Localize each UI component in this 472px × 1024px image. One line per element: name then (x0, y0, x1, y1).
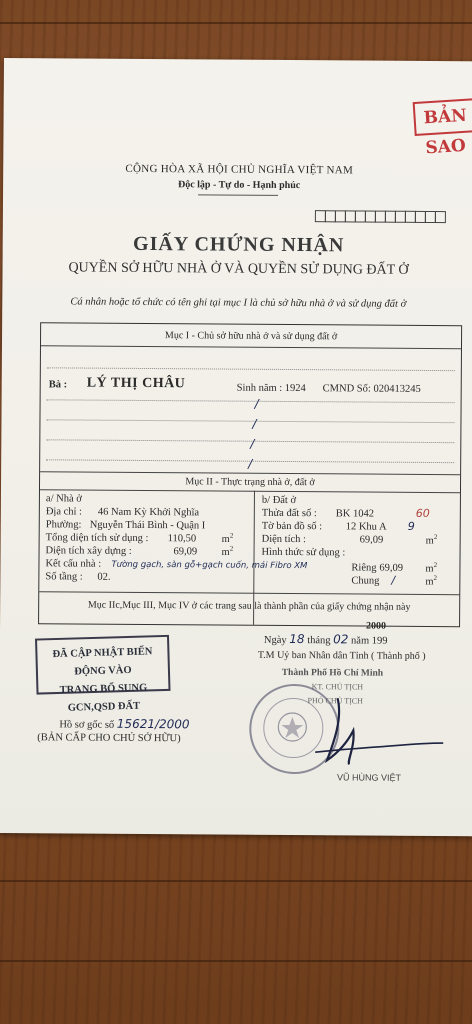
structure-label: Kết cấu nhà : (45, 558, 102, 570)
total-area-label: Tổng diện tích sử dụng : (45, 532, 149, 545)
shared-unit: $m^2$ (425, 574, 438, 588)
owner-id-number: CMND Số: 020413245 (322, 383, 421, 395)
floors-value: 02. (97, 571, 111, 583)
usage-label: Hình thức sử dụng : (261, 546, 346, 559)
authority-title: KT. CHỦ TỊCH (311, 682, 364, 692)
private-label: Riêng (351, 562, 377, 574)
motto: Độc lập - Tự do - Hạnh phúc (177, 179, 301, 192)
map-sheet-label: Tờ bản đồ số : (261, 520, 323, 533)
built-area-label: Diện tích xây dựng : (45, 545, 132, 557)
wood-seam (0, 960, 472, 962)
shared-value: / (391, 573, 396, 587)
ward-value: Nguyễn Thái Bình - Quận I (89, 519, 206, 532)
parcel-handwritten: 60 (415, 506, 430, 520)
intro-line: Cá nhân hoặc tổ chức có tên ghi tại mục I là chủ sở hữu nhà ở và sử dụng đất ở (70, 296, 407, 310)
total-area-unit: $m^2$ (221, 531, 234, 546)
land-label: b/ Đất ở (261, 494, 297, 507)
authority-city: Thành Phố Hồ Chí Minh (281, 667, 384, 679)
parcel-label: Thửa đất số : (261, 507, 317, 520)
section-1-heading: Mục I - Chủ sở hữu nhà ở và sử dụng đất ở (164, 330, 338, 343)
land-area-value: 69,09 (359, 534, 384, 546)
file-note: (BẢN CẤP CHO CHỦ SỞ HỮU) (37, 732, 181, 745)
owner-birth-year: Sinh năm : 1924 (236, 382, 306, 395)
built-area-unit: $m^2$ (221, 544, 234, 559)
certificate-subtitle: QUYỀN SỞ HỮU NHÀ Ở VÀ QUYỀN SỬ DỤNG ĐẤT Ở (68, 260, 409, 278)
structure-value: Tường gạch, sàn gỗ+gạch cuốn, mái Fibro XM (111, 559, 308, 572)
shared-label: Chung (351, 575, 380, 587)
house-label: a/ Nhà ở (45, 493, 82, 505)
map-sheet-value: 12 Khu A (345, 521, 387, 533)
address-value: 46 Nam Kỳ Khởi Nghĩa (97, 506, 200, 519)
certificate-title: GIẤY CHỨNG NHẬN (132, 232, 345, 257)
signature (295, 690, 446, 771)
certificate-table (38, 322, 462, 627)
land-area-label: Diện tích : (261, 533, 307, 546)
floors-label: Số tầng : (45, 571, 83, 583)
authority-line: T.M Uỷ ban Nhân dân Tỉnh ( Thành phố ) (257, 649, 426, 662)
file-number: Hồ sơ gốc số 15621/2000 (59, 716, 190, 732)
private-unit: $m^2$ (425, 561, 438, 575)
year-handwritten: 2000 (366, 620, 387, 632)
private-value: 69,09 (379, 562, 404, 574)
authority-subtitle: PHÓ CHỦ TỊCH (307, 696, 363, 706)
owner-prefix: Bà : (48, 379, 68, 391)
slash-mark: / (252, 416, 257, 431)
motto-underline (198, 194, 278, 196)
slash-mark: / (254, 396, 259, 411)
built-area-value: 69,09 (173, 546, 198, 558)
footer-note: Mục IIc,Mục III, Mục IV ở các trang sau là thành phần của giấy chứng nhận này (87, 599, 411, 613)
slash-mark: / (250, 436, 255, 451)
update-stamp: ĐÃ CẬP NHẬT BIẾN ĐỘNG VÀO TRANG BỔ SUNG GCN,QSD ĐẤT (35, 635, 171, 695)
section-2-heading: Mục II - Thực trạng nhà ở, đất ở (185, 476, 315, 489)
slash-mark: / (248, 456, 253, 471)
republic-header: CỘNG HÒA XÃ HỘI CHỦ NGHĨA VIỆT NAM (125, 162, 354, 177)
ward-label: Phường: (45, 519, 82, 531)
wood-seam (0, 880, 472, 882)
parcel-value: BK 1042 (335, 508, 375, 520)
signer-name: VŨ HÙNG VIỆT (336, 772, 402, 783)
copy-stamp: BẢN SAO (413, 96, 472, 136)
map-sheet-handwritten: 9 (407, 519, 415, 533)
land-area-unit: $m^2$ (425, 533, 438, 547)
owner-name: LÝ THỊ CHÂU (86, 375, 186, 392)
serial-boxes (315, 210, 445, 223)
certificate-document (0, 58, 472, 836)
issue-date: Ngày 18 tháng 02 năm 199 (263, 632, 388, 647)
address-label: Địa chỉ : (45, 506, 83, 518)
total-area-value: 110,50 (167, 533, 197, 545)
wood-seam (0, 22, 472, 24)
